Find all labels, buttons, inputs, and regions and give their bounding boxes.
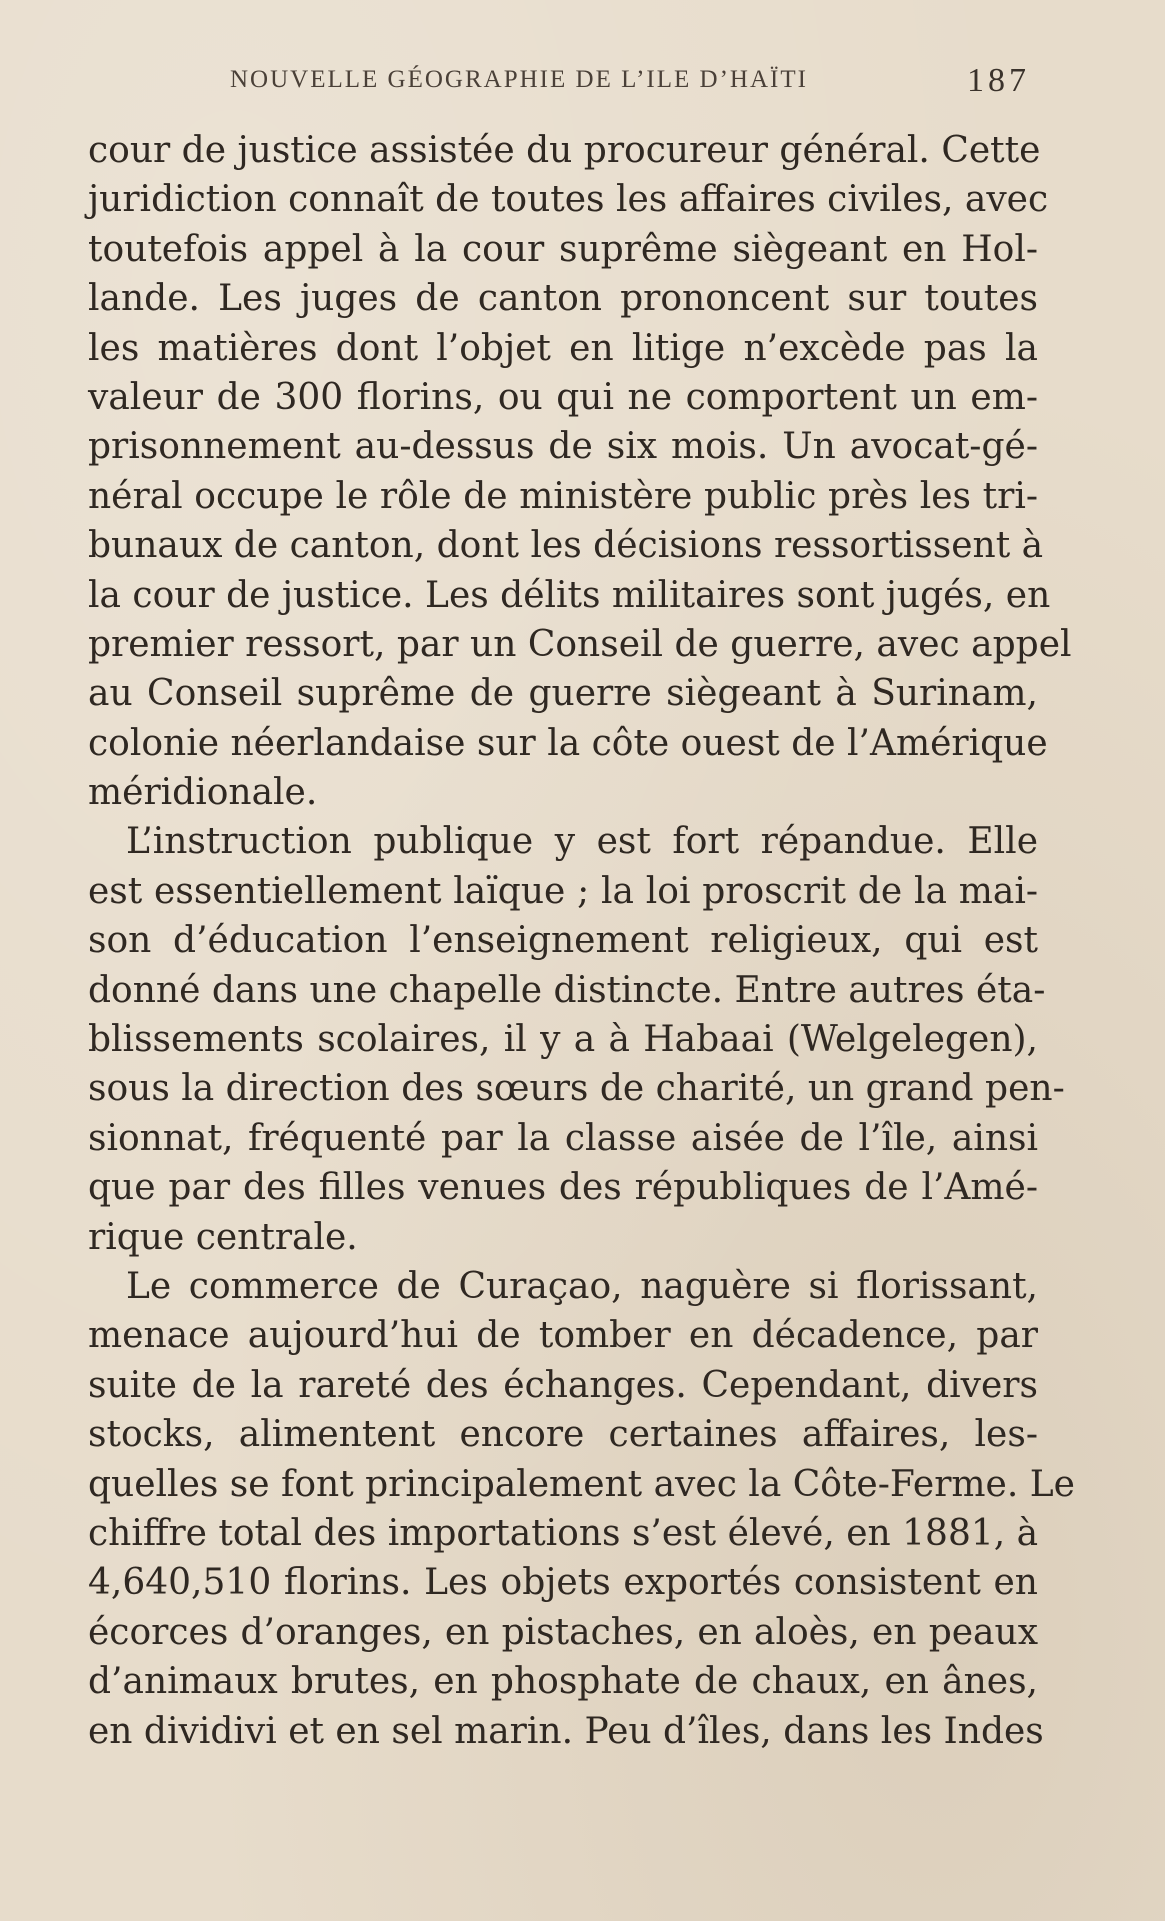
text-line: suite de la rareté des échanges. Cependant, divers [88,1364,1038,1406]
text-line: la cour de justice. Les délits militaires sont jugés, en [88,574,1051,616]
text-line: cour de justice assistée du procureur général. Cette [88,130,1041,171]
text-line: sous la direction des sœurs de charité, un grand pen- [88,1068,1065,1110]
paragraph-instruction [88,817,1065,1262]
text-line: d’animaux brutes, en phosphate de chaux, en ânes, [88,1661,1038,1703]
running-title: NOUVELLE GÉOGRAPHIE DE L’ILE D’HAÏTI [230,66,808,93]
text-line: Le commerce de Curaçao, naguère si florissant, [126,1265,1038,1307]
text-line: premier ressort, par un Conseil de guerre, avec appel [88,623,1072,665]
text-line: chiffre total des importations s’est élevé, en 1881, à [88,1512,1039,1554]
text-line: juridiction connaît de toutes les affaires civiles, avec [88,179,1049,221]
text-line: les matières dont l’objet en litige n’excède pas la [88,327,1038,369]
text-line: néral occupe le rôle de ministère public près les tri- [88,475,1038,517]
text-line: toutefois appel à la cour suprême siègeant en Hol- [88,228,1038,270]
text-line: prisonnement au-dessus de six mois. Un avocat-gé- [88,426,1038,468]
text-line: valeur de 300 florins, ou qui ne comportent un em- [88,376,1038,418]
text-line: donné dans une chapelle distincte. Entre autres éta- [88,969,1046,1011]
text-line: blissements scolaires, il y a à Habaai (Welgelegen), [88,1019,1038,1061]
page-number: 187 [967,62,1030,99]
running-head [230,62,1030,106]
text-line: au Conseil suprême de guerre siègeant à Surinam, [88,673,1038,715]
text-line: stocks, alimentent encore certaines affaires, les- [88,1414,1038,1456]
text-line: en dividivi et en sel marin. Peu d’îles, dans les Indes [88,1710,1044,1752]
text-line: écorces d’oranges, en pistaches, en aloès, en peaux [88,1611,1038,1653]
text-line: L’instruction publique y est fort répandue. Elle [126,821,1038,863]
text-line: quelles se font principalement avec la Côte-Ferme. Le [88,1463,1075,1505]
text-line: lande. Les juges de canton prononcent sur toutes [88,278,1038,320]
text-line: est essentiellement laïque ; la loi proscrit de la mai- [88,870,1038,912]
text-line: menace aujourd’hui de tomber en décadence, par [88,1315,1038,1357]
text-line: que par des filles venues des républiques de l’Amé- [88,1167,1038,1209]
text-line: 4,640,510 florins. Les objets exportés consistent en [88,1562,1038,1604]
text-line: bunaux de canton, dont les décisions ressortissent à [88,525,1044,567]
body-text [88,126,1075,1756]
text-line: sionnat, fréquenté par la classe aisée de l’île, ainsi [88,1117,1038,1159]
paragraph-commerce [88,1262,1075,1756]
paragraph-justice [88,126,1072,817]
text-line: rique centrale. [88,1216,358,1258]
text-line: colonie néerlandaise sur la côte ouest de l’Amérique [88,722,1048,764]
text-line: son d’éducation l’enseignement religieux, qui est [88,920,1038,962]
text-line: méridionale. [88,772,318,814]
